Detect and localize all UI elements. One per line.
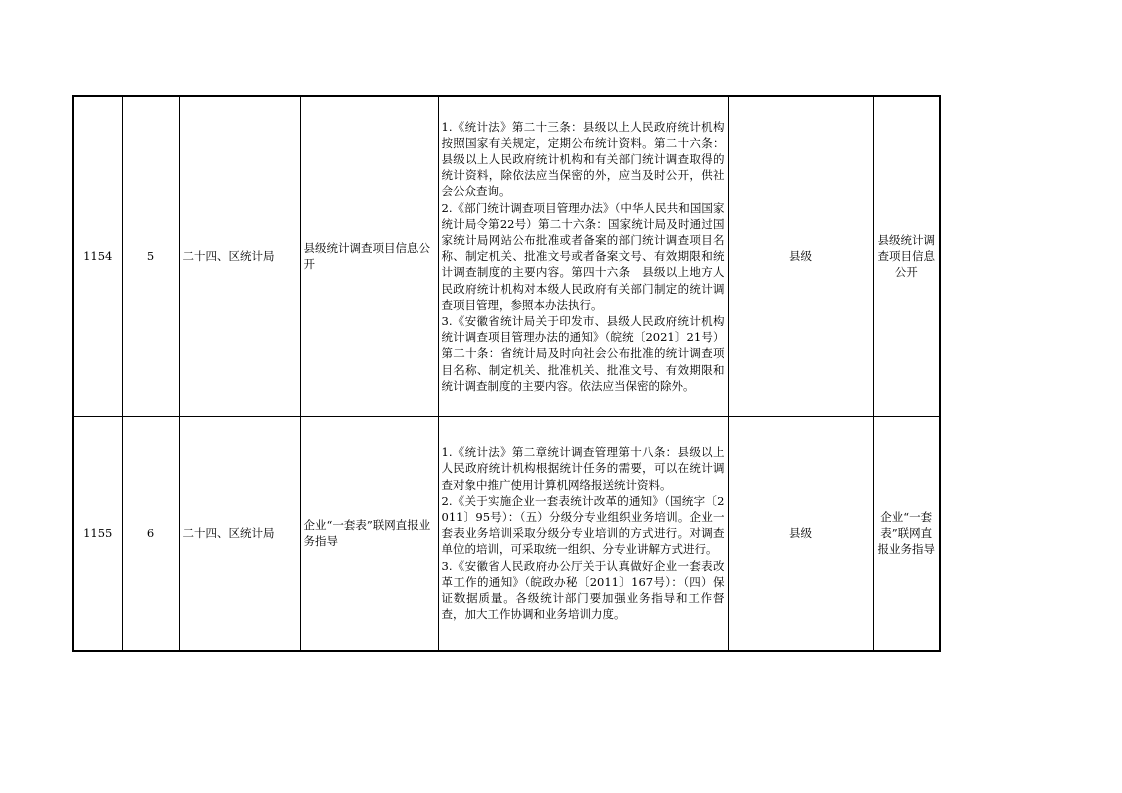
legal-basis-cell <box>438 416 728 651</box>
department-cell: 二十四、区统计局 <box>179 416 300 651</box>
sequence-number-cell: 1154 <box>73 96 122 416</box>
item-index-cell: 6 <box>122 416 179 651</box>
legal-basis-cell <box>438 96 728 416</box>
legal-basis-paragraph: 2.《部门统计调查项目管理办法》（中华人民共和国国家统计局令第22号）第二十六条：国家统计局及时通过国家统计局网站公布批准或者备案的部门统计调查项目名称、制定机关、批准文号或者备案文号、有效期限和统计调查制度的主要内容。第四十六条 县级以上地方人民政府统计机构对本级人民政府有关部门制定的统计调查项目管理，参照本办法执行。 <box>441 200 725 312</box>
department-cell: 二十四、区统计局 <box>179 96 300 416</box>
legal-basis-paragraph: 1.《统计法》第二章统计调查管理第十八条：县级以上人民政府统计机构根据统计任务的需要，可以在统计调查对象中推广使用计算机网络报送统计资料。 <box>441 445 725 492</box>
level-cell: 县级 <box>728 96 873 416</box>
item-name-cell: 县级统计调查项目信息公开 <box>300 96 438 416</box>
legal-basis-paragraph: 2.《关于实施企业一套表统计改革的通知》（国统字〔2011〕95号）：（五）分级分专业组织业务培训。企业一套表业务培训采取分级分专业培训的方式进行。对调查单位的培训，可采取统一组织、分专业讲解方式进行。 <box>441 493 725 557</box>
table-row <box>73 416 940 651</box>
service-list-table <box>72 95 941 652</box>
level-cell: 县级 <box>728 416 873 651</box>
remark-cell: 企业“一套表”联网直报业务指导 <box>873 416 940 651</box>
legal-basis-paragraph: 3.《安徽省统计局关于印发市、县级人民政府统计机构统计调查项目管理办法的通知》（皖统〔2021〕21号）第二十条：省统计局及时向社会公布批准的统计调查项目名称、制定机关、批准机关、批准文号、有效期限和统计调查制度的主要内容。依法应当保密的除外。 <box>441 313 725 393</box>
sequence-number-cell: 1155 <box>73 416 122 651</box>
table-row <box>73 96 940 416</box>
remark-cell: 县级统计调查项目信息公开 <box>873 96 940 416</box>
legal-basis-paragraph: 3.《安徽省人民政府办公厅关于认真做好企业一套表改革工作的通知》（皖政办秘〔2011〕167号）：（四）保证数据质量。各级统计部门要加强业务指导和工作督查，加大工作协调和业务培训力度。 <box>441 558 725 622</box>
item-index-cell: 5 <box>122 96 179 416</box>
legal-basis-paragraph: 1.《统计法》第二十三条：县级以上人民政府统计机构按照国家有关规定，定期公布统计资料。第二十六条：县级以上人民政府统计机构和有关部门统计调查取得的统计资料，除依法应当保密的外，应当及时公开，供社会公众查询。 <box>441 119 725 199</box>
item-name-cell: 企业“一套表”联网直报业务指导 <box>300 416 438 651</box>
